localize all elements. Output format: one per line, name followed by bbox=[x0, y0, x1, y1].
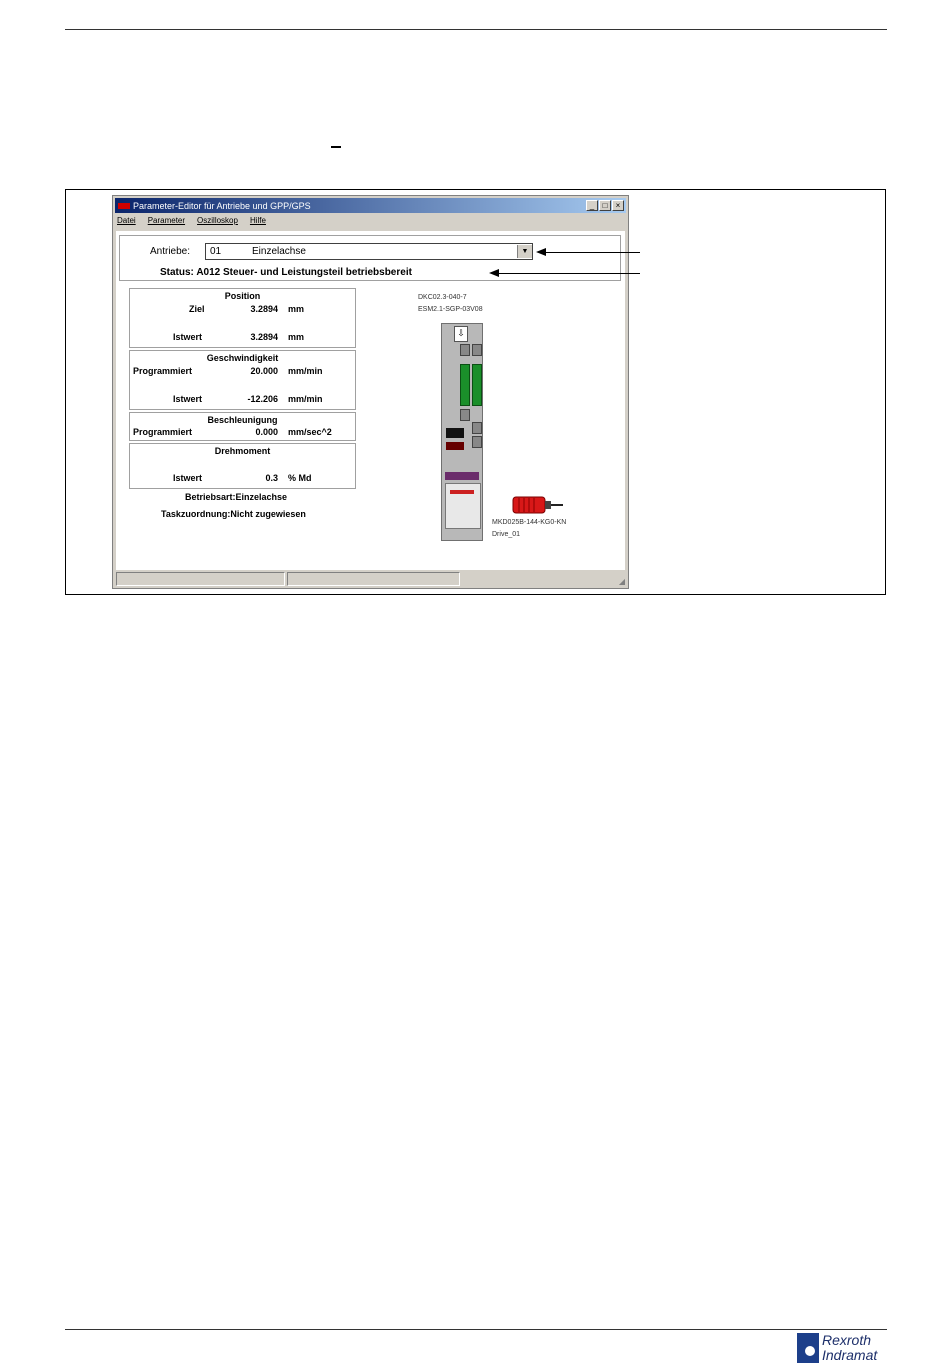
logo-text-1: Rexroth bbox=[822, 1332, 872, 1348]
panel-title: Geschwindigkeit bbox=[206, 353, 279, 363]
drive-name-label: Drive_01 bbox=[492, 531, 521, 538]
programmiert-value: 0.000 bbox=[255, 427, 278, 437]
maximize-button[interactable]: □ bbox=[599, 200, 611, 211]
status-line bbox=[160, 267, 412, 278]
menu-oszilloskop[interactable]: Oszilloskop bbox=[197, 216, 238, 225]
connector-icon bbox=[472, 344, 482, 356]
torque-panel bbox=[129, 443, 356, 489]
client-area bbox=[116, 231, 625, 570]
programmiert-label: Programmiert bbox=[133, 366, 193, 376]
display-panel bbox=[446, 428, 464, 438]
drive-group bbox=[119, 235, 621, 281]
connector-icon bbox=[472, 436, 482, 448]
close-button[interactable]: × bbox=[612, 200, 624, 211]
firmware-label: ESM2.1-SGP-03V08 bbox=[418, 306, 483, 313]
display-indicator bbox=[446, 442, 464, 450]
callout-arrow-status bbox=[493, 273, 640, 274]
ziel-label: Ziel bbox=[189, 304, 205, 314]
status-pane-2 bbox=[287, 572, 460, 586]
operating-mode: Betriebsart:Einzelachse bbox=[185, 492, 288, 502]
task-assignment: Taskzuordnung:Nicht zugewiesen bbox=[161, 509, 306, 519]
istwert-value: 3.2894 bbox=[250, 332, 278, 342]
programmiert-unit: mm/min bbox=[288, 366, 323, 376]
position-panel bbox=[129, 288, 356, 348]
istwert-unit: % Md bbox=[288, 473, 312, 483]
drive-name: Einzelachse bbox=[252, 246, 306, 257]
arrow-down-icon: ⇩ bbox=[454, 326, 468, 342]
brand-badge bbox=[445, 472, 479, 480]
menu-datei[interactable]: Datei bbox=[117, 216, 136, 225]
ziel-value: 3.2894 bbox=[250, 304, 278, 314]
app-icon bbox=[118, 203, 130, 209]
status-text: A012 Steuer- und Leistungsteil betriebsbereit bbox=[196, 267, 412, 278]
istwert-label: Istwert bbox=[173, 473, 203, 483]
arrowhead-icon bbox=[489, 269, 499, 277]
title-bar[interactable] bbox=[115, 198, 626, 213]
header-rule bbox=[65, 29, 887, 30]
istwert-unit: mm bbox=[288, 332, 305, 342]
panel-title: Position bbox=[224, 291, 261, 301]
power-module-stripe bbox=[450, 490, 474, 494]
menu-hilfe[interactable]: Hilfe bbox=[249, 216, 266, 225]
connector-icon bbox=[460, 409, 470, 421]
drive-number: 01 bbox=[210, 246, 222, 257]
status-label: Status: bbox=[160, 267, 194, 278]
programmiert-unit: mm/sec^2 bbox=[288, 427, 332, 437]
parameter-editor-window bbox=[112, 195, 629, 589]
velocity-panel bbox=[129, 350, 356, 410]
istwert-value: -12.206 bbox=[247, 394, 278, 404]
istwert-label: Istwert bbox=[173, 332, 203, 342]
acceleration-panel bbox=[129, 412, 356, 441]
callout-arrow-drive bbox=[540, 252, 640, 253]
drive-controller-image[interactable] bbox=[441, 323, 483, 541]
motor-model: MKD025B-144-KG0-KN bbox=[492, 519, 567, 526]
programmiert-label: Programmiert bbox=[133, 427, 193, 437]
logo-text-2: Indramat bbox=[822, 1347, 878, 1363]
status-led-bar bbox=[460, 364, 470, 406]
connector-icon bbox=[460, 344, 470, 356]
status-bar bbox=[116, 572, 625, 586]
motor-image[interactable] bbox=[509, 494, 563, 516]
status-pane-1 bbox=[116, 572, 285, 586]
footer-rule bbox=[65, 1329, 887, 1330]
connector-icon bbox=[472, 422, 482, 434]
panel-title: Beschleunigung bbox=[207, 415, 278, 425]
resize-grip-icon[interactable]: ◢ bbox=[618, 577, 625, 586]
arrowhead-icon bbox=[536, 248, 546, 256]
panel-title: Drehmoment bbox=[214, 446, 271, 456]
menu-bar bbox=[117, 216, 266, 230]
controller-model: DKC02.3-040-7 bbox=[418, 294, 467, 301]
drive-label: Antriebe: bbox=[150, 246, 191, 257]
company-logo bbox=[797, 1332, 887, 1364]
istwert-label: Istwert bbox=[173, 394, 203, 404]
chevron-down-icon[interactable]: ▼ bbox=[517, 245, 532, 258]
programmiert-value: 20.000 bbox=[250, 366, 278, 376]
minimize-button[interactable]: _ bbox=[586, 200, 598, 211]
istwert-value: 0.3 bbox=[265, 473, 278, 483]
status-led-bar bbox=[472, 364, 482, 406]
ziel-unit: mm bbox=[288, 304, 305, 314]
drive-select[interactable] bbox=[205, 243, 533, 260]
menu-parameter[interactable]: Parameter bbox=[147, 216, 186, 225]
logo-circle bbox=[805, 1346, 815, 1356]
heading-dash bbox=[331, 146, 341, 148]
istwert-unit: mm/min bbox=[288, 394, 323, 404]
window-title: Parameter-Editor für Antriebe und GPP/GPS bbox=[133, 200, 311, 211]
